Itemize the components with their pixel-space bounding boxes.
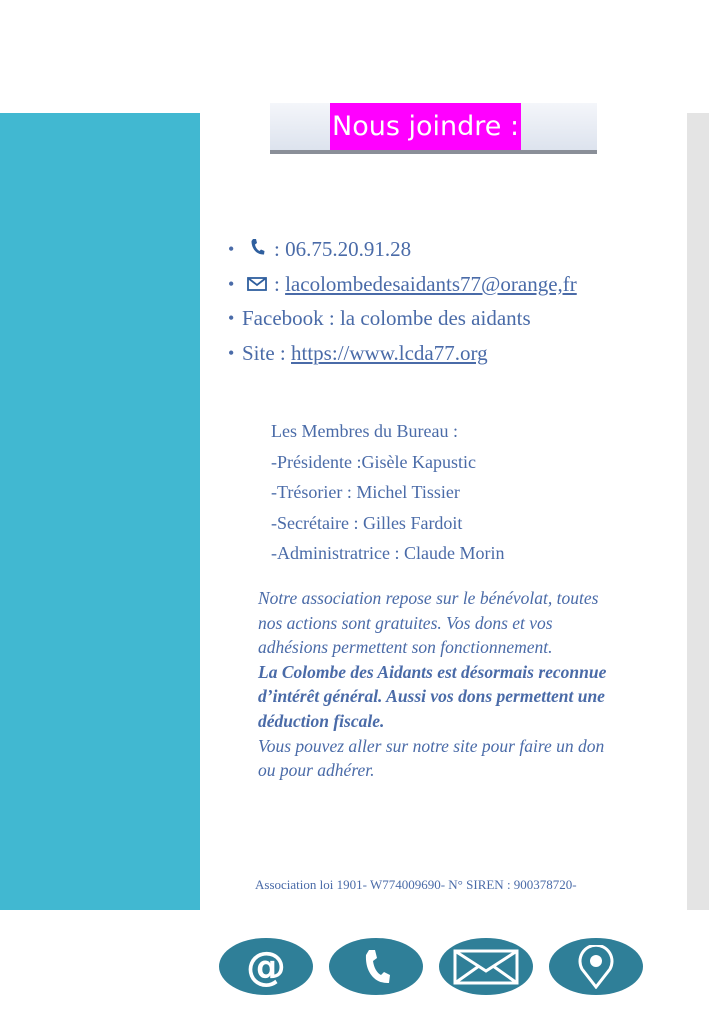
footer-icon-row	[0, 938, 709, 998]
location-pin-icon[interactable]	[549, 938, 643, 995]
email-link[interactable]: lacolombedesaidants77@orange,fr	[285, 271, 577, 296]
phone-number: : 06.75.20.91.28	[274, 237, 412, 262]
member-administrator: -Administratrice : Claude Morin	[271, 543, 505, 563]
page-title: Nous joindre :	[330, 103, 521, 150]
bullet: •	[228, 308, 235, 329]
at-icon[interactable]	[219, 938, 313, 995]
association-intro: Notre association repose sur le bénévolat, toutes nos actions sont gratuites. Vos dons et vos adhésions permettent son fonctionnement.	[258, 588, 599, 658]
bullet: •	[228, 273, 235, 294]
phone-icon[interactable]	[329, 938, 423, 995]
left-decorative-bar	[0, 113, 200, 910]
member-president: -Présidente :Gisèle Kapustic	[271, 451, 476, 472]
contact-facebook	[228, 301, 577, 336]
members-heading: Les Membres du Bureau :	[271, 421, 458, 441]
svg-text:@: @	[246, 946, 286, 987]
email-separator: :	[274, 271, 280, 296]
title-banner	[270, 103, 597, 154]
site-label: Site :	[242, 340, 286, 365]
contact-phone	[228, 232, 577, 267]
facebook-text: Facebook : la colombe des aidants	[242, 306, 531, 331]
contact-email	[228, 267, 577, 302]
envelope-icon	[246, 267, 268, 301]
member-treasurer: -Trésorier : Michel Tissier	[271, 482, 460, 502]
association-highlight: La Colombe des Aidants est désormais reconnue d’intérêt général. Aussi vos dons permettent une déduction fiscale.	[258, 661, 607, 731]
association-outro: Vous pouvez aller sur notre site pour faire un don ou pour adhérer.	[258, 735, 605, 781]
phone-icon	[246, 232, 268, 266]
association-description	[258, 586, 608, 783]
legal-footer: Association loi 1901- W774009690- N° SIREN : 900378720-	[255, 877, 577, 892]
site-link[interactable]: https://www.lcda77.org	[291, 340, 488, 365]
bullet: •	[228, 342, 235, 363]
contact-list	[228, 232, 577, 370]
contact-site	[228, 336, 577, 371]
bullet: •	[228, 239, 235, 260]
member-secretary: -Secrétaire : Gilles Fardoit	[271, 512, 463, 533]
right-decorative-bar	[687, 113, 709, 910]
mail-icon[interactable]	[439, 938, 533, 995]
bureau-members	[271, 416, 504, 569]
